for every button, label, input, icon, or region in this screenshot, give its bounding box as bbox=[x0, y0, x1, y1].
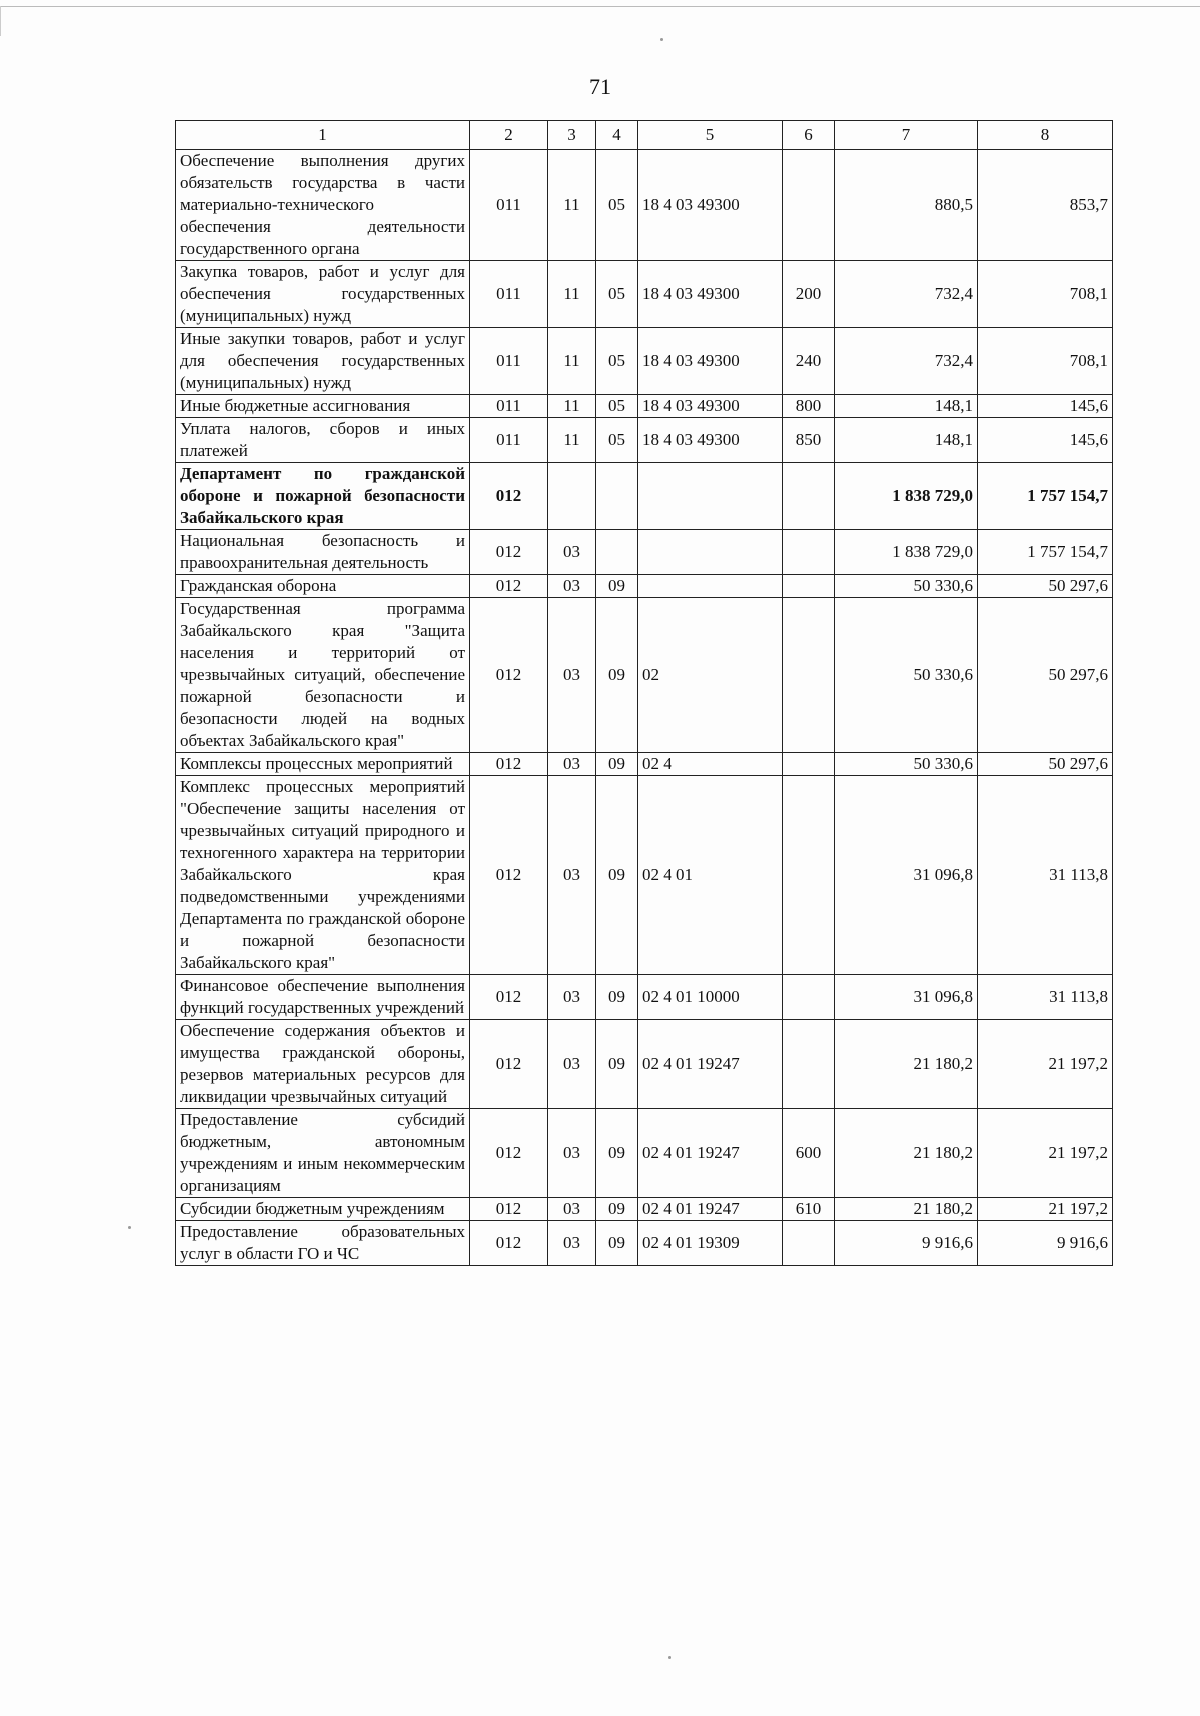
code-subsection-cell: 09 bbox=[596, 753, 638, 776]
column-header: 3 bbox=[548, 121, 596, 150]
table-row bbox=[176, 776, 1113, 975]
code-section-cell: 11 bbox=[548, 418, 596, 463]
amount-year2-cell: 50 297,6 bbox=[978, 575, 1113, 598]
amount-year1-cell: 50 330,6 bbox=[835, 598, 978, 753]
amount-year1-cell: 50 330,6 bbox=[835, 753, 978, 776]
row-name-cell: Иные закупки товаров, работ и услуг для обеспечения государственных (муниципальных) нужд bbox=[176, 328, 470, 395]
column-header: 8 bbox=[978, 121, 1113, 150]
table-row bbox=[176, 1109, 1113, 1198]
amount-year2-cell: 31 113,8 bbox=[978, 975, 1113, 1020]
code-section-cell: 11 bbox=[548, 395, 596, 418]
row-name-cell: Иные бюджетные ассигнования bbox=[176, 395, 470, 418]
row-name-cell: Закупка товаров, работ и услуг для обеспечения государственных (муниципальных) нужд bbox=[176, 261, 470, 328]
row-name-cell: Гражданская оборона bbox=[176, 575, 470, 598]
amount-year1-cell: 148,1 bbox=[835, 395, 978, 418]
column-header: 6 bbox=[783, 121, 835, 150]
code-target-cell: 18 4 03 49300 bbox=[638, 418, 783, 463]
page-number: 71 bbox=[589, 74, 611, 99]
code-expense-type-cell: 600 bbox=[783, 1109, 835, 1198]
code-expense-type-cell bbox=[783, 776, 835, 975]
amount-year2-cell: 21 197,2 bbox=[978, 1020, 1113, 1109]
code-admin-cell: 011 bbox=[470, 395, 548, 418]
code-expense-type-cell bbox=[783, 975, 835, 1020]
table-row bbox=[176, 395, 1113, 418]
scan-edge bbox=[0, 6, 1200, 7]
amount-year1-cell: 50 330,6 bbox=[835, 575, 978, 598]
table-row bbox=[176, 1221, 1113, 1266]
code-subsection-cell: 09 bbox=[596, 1221, 638, 1266]
code-admin-cell: 011 bbox=[470, 261, 548, 328]
code-target-cell: 02 4 01 19247 bbox=[638, 1020, 783, 1109]
code-admin-cell: 012 bbox=[470, 753, 548, 776]
code-subsection-cell bbox=[596, 463, 638, 530]
amount-year1-cell: 21 180,2 bbox=[835, 1020, 978, 1109]
code-target-cell: 02 4 01 bbox=[638, 776, 783, 975]
table-row bbox=[176, 530, 1113, 575]
amount-year2-cell: 708,1 bbox=[978, 328, 1113, 395]
code-subsection-cell: 05 bbox=[596, 150, 638, 261]
scan-speck bbox=[660, 38, 663, 41]
row-name-cell: Национальная безопасность и правоохранительная деятельность bbox=[176, 530, 470, 575]
table-row bbox=[176, 261, 1113, 328]
code-section-cell: 03 bbox=[548, 776, 596, 975]
code-expense-type-cell: 240 bbox=[783, 328, 835, 395]
code-target-cell bbox=[638, 530, 783, 575]
table-row bbox=[176, 975, 1113, 1020]
code-target-cell: 18 4 03 49300 bbox=[638, 261, 783, 328]
code-section-cell: 03 bbox=[548, 1020, 596, 1109]
code-section-cell: 11 bbox=[548, 150, 596, 261]
table-body bbox=[176, 150, 1113, 1266]
row-name-cell: Обеспечение выполнения других обязательств государства в части материально-технического обеспечения деятельности государственного органа bbox=[176, 150, 470, 261]
code-expense-type-cell: 200 bbox=[783, 261, 835, 328]
table-row bbox=[176, 150, 1113, 261]
code-section-cell: 03 bbox=[548, 1198, 596, 1221]
code-target-cell: 02 bbox=[638, 598, 783, 753]
code-expense-type-cell bbox=[783, 530, 835, 575]
code-expense-type-cell bbox=[783, 598, 835, 753]
code-subsection-cell: 09 bbox=[596, 1198, 638, 1221]
row-name-cell: Комплекс процессных мероприятий "Обеспечение защиты населения от чрезвычайных ситуаций природного и техногенного характера на территории Забайкальского края подведомственными учреждениями Департамента по гражданской обороне и пожарной безопасности Забайкальского края" bbox=[176, 776, 470, 975]
code-subsection-cell: 05 bbox=[596, 395, 638, 418]
code-expense-type-cell bbox=[783, 1020, 835, 1109]
scan-speck bbox=[668, 1656, 671, 1659]
table-row bbox=[176, 328, 1113, 395]
code-admin-cell: 011 bbox=[470, 418, 548, 463]
amount-year2-cell: 21 197,2 bbox=[978, 1198, 1113, 1221]
code-section-cell: 03 bbox=[548, 598, 596, 753]
code-subsection-cell: 09 bbox=[596, 575, 638, 598]
amount-year2-cell: 708,1 bbox=[978, 261, 1113, 328]
column-header: 4 bbox=[596, 121, 638, 150]
scan-edge-corner bbox=[0, 6, 1, 36]
code-admin-cell: 012 bbox=[470, 575, 548, 598]
scan-speck bbox=[128, 1226, 131, 1229]
code-target-cell: 18 4 03 49300 bbox=[638, 395, 783, 418]
code-admin-cell: 012 bbox=[470, 598, 548, 753]
code-expense-type-cell: 610 bbox=[783, 1198, 835, 1221]
table-row bbox=[176, 575, 1113, 598]
row-name-cell: Государственная программа Забайкальского края "Защита населения и территорий от чрезвычайных ситуаций, обеспечение пожарной безопасности и безопасности людей на водных объектах Забайкальского края" bbox=[176, 598, 470, 753]
code-admin-cell: 012 bbox=[470, 1198, 548, 1221]
code-admin-cell: 011 bbox=[470, 328, 548, 395]
table-row bbox=[176, 463, 1113, 530]
code-admin-cell: 012 bbox=[470, 1109, 548, 1198]
code-expense-type-cell: 850 bbox=[783, 418, 835, 463]
column-header: 2 bbox=[470, 121, 548, 150]
row-name-cell: Финансовое обеспечение выполнения функций государственных учреждений bbox=[176, 975, 470, 1020]
code-section-cell bbox=[548, 463, 596, 530]
code-subsection-cell: 09 bbox=[596, 598, 638, 753]
code-target-cell: 02 4 01 19247 bbox=[638, 1109, 783, 1198]
amount-year2-cell: 9 916,6 bbox=[978, 1221, 1113, 1266]
column-header: 7 bbox=[835, 121, 978, 150]
column-header: 1 bbox=[176, 121, 470, 150]
table-row bbox=[176, 598, 1113, 753]
code-target-cell: 02 4 bbox=[638, 753, 783, 776]
row-name-cell: Уплата налогов, сборов и иных платежей bbox=[176, 418, 470, 463]
amount-year1-cell: 880,5 bbox=[835, 150, 978, 261]
amount-year1-cell: 9 916,6 bbox=[835, 1221, 978, 1266]
code-admin-cell: 012 bbox=[470, 1020, 548, 1109]
code-target-cell: 02 4 01 19309 bbox=[638, 1221, 783, 1266]
code-target-cell bbox=[638, 463, 783, 530]
code-subsection-cell: 09 bbox=[596, 776, 638, 975]
amount-year2-cell: 145,6 bbox=[978, 395, 1113, 418]
table-row bbox=[176, 418, 1113, 463]
amount-year1-cell: 1 838 729,0 bbox=[835, 530, 978, 575]
budget-table bbox=[175, 120, 1113, 1266]
code-section-cell: 11 bbox=[548, 261, 596, 328]
code-target-cell: 18 4 03 49300 bbox=[638, 328, 783, 395]
amount-year2-cell: 853,7 bbox=[978, 150, 1113, 261]
code-expense-type-cell bbox=[783, 575, 835, 598]
code-subsection-cell: 09 bbox=[596, 975, 638, 1020]
code-admin-cell: 011 bbox=[470, 150, 548, 261]
amount-year1-cell: 21 180,2 bbox=[835, 1109, 978, 1198]
amount-year1-cell: 31 096,8 bbox=[835, 776, 978, 975]
code-admin-cell: 012 bbox=[470, 463, 548, 530]
row-name-cell: Предоставление образовательных услуг в области ГО и ЧС bbox=[176, 1221, 470, 1266]
code-subsection-cell: 05 bbox=[596, 418, 638, 463]
code-section-cell: 03 bbox=[548, 1109, 596, 1198]
code-expense-type-cell bbox=[783, 150, 835, 261]
row-name-cell: Комплексы процессных мероприятий bbox=[176, 753, 470, 776]
amount-year1-cell: 732,4 bbox=[835, 261, 978, 328]
code-expense-type-cell bbox=[783, 1221, 835, 1266]
code-section-cell: 03 bbox=[548, 753, 596, 776]
amount-year1-cell: 31 096,8 bbox=[835, 975, 978, 1020]
table-row bbox=[176, 1198, 1113, 1221]
code-subsection-cell: 09 bbox=[596, 1020, 638, 1109]
code-admin-cell: 012 bbox=[470, 975, 548, 1020]
code-expense-type-cell bbox=[783, 463, 835, 530]
amount-year2-cell: 21 197,2 bbox=[978, 1109, 1113, 1198]
code-admin-cell: 012 bbox=[470, 1221, 548, 1266]
code-subsection-cell bbox=[596, 530, 638, 575]
table-row bbox=[176, 1020, 1113, 1109]
amount-year2-cell: 31 113,8 bbox=[978, 776, 1113, 975]
amount-year2-cell: 1 757 154,7 bbox=[978, 530, 1113, 575]
amount-year2-cell: 50 297,6 bbox=[978, 753, 1113, 776]
code-expense-type-cell: 800 bbox=[783, 395, 835, 418]
code-expense-type-cell bbox=[783, 753, 835, 776]
column-header: 5 bbox=[638, 121, 783, 150]
code-subsection-cell: 05 bbox=[596, 328, 638, 395]
amount-year2-cell: 1 757 154,7 bbox=[978, 463, 1113, 530]
header-row bbox=[176, 121, 1113, 150]
amount-year1-cell: 732,4 bbox=[835, 328, 978, 395]
code-admin-cell: 012 bbox=[470, 530, 548, 575]
code-section-cell: 03 bbox=[548, 1221, 596, 1266]
row-name-cell: Предоставление субсидий бюджетным, автономным учреждениям и иным некоммерческим организациям bbox=[176, 1109, 470, 1198]
code-target-cell: 18 4 03 49300 bbox=[638, 150, 783, 261]
code-target-cell: 02 4 01 10000 bbox=[638, 975, 783, 1020]
code-admin-cell: 012 bbox=[470, 776, 548, 975]
amount-year1-cell: 1 838 729,0 bbox=[835, 463, 978, 530]
code-section-cell: 03 bbox=[548, 575, 596, 598]
amount-year1-cell: 148,1 bbox=[835, 418, 978, 463]
code-section-cell: 11 bbox=[548, 328, 596, 395]
code-subsection-cell: 05 bbox=[596, 261, 638, 328]
amount-year2-cell: 50 297,6 bbox=[978, 598, 1113, 753]
code-section-cell: 03 bbox=[548, 975, 596, 1020]
row-name-cell: Обеспечение содержания объектов и имущества гражданской обороны, резервов материальных ресурсов для ликвидации чрезвычайных ситуаций bbox=[176, 1020, 470, 1109]
code-subsection-cell: 09 bbox=[596, 1109, 638, 1198]
code-target-cell: 02 4 01 19247 bbox=[638, 1198, 783, 1221]
row-name-cell: Департамент по гражданской обороне и пожарной безопасности Забайкальского края bbox=[176, 463, 470, 530]
table-row bbox=[176, 753, 1113, 776]
code-target-cell bbox=[638, 575, 783, 598]
amount-year2-cell: 145,6 bbox=[978, 418, 1113, 463]
row-name-cell: Субсидии бюджетным учреждениям bbox=[176, 1198, 470, 1221]
code-section-cell: 03 bbox=[548, 530, 596, 575]
amount-year1-cell: 21 180,2 bbox=[835, 1198, 978, 1221]
